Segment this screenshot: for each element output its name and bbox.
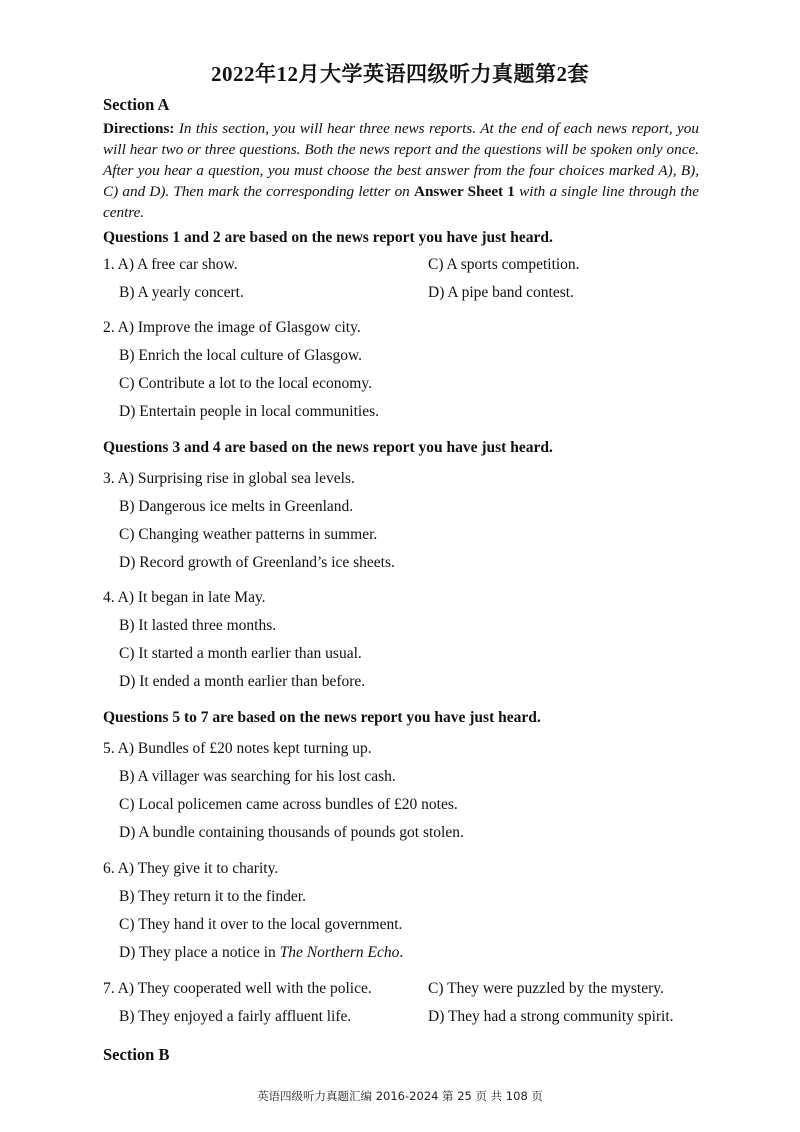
q7-option-b: B) They enjoyed a fairly affluent life. — [119, 1008, 352, 1025]
q2-option-d: D) Entertain people in local communities. — [119, 403, 379, 420]
directions-text-2: with a single line through the centre. — [103, 183, 699, 221]
q4-option-d: D) It ended a month earlier than before. — [119, 673, 366, 690]
q3-option-d: D) Record growth of Greenland’s ice sheets. — [119, 554, 395, 571]
q6-option-d-suffix: . — [399, 944, 404, 961]
q2-option-c: C) Contribute a lot to the local economy. — [119, 375, 372, 392]
q3-option-a: 3. A) Surprising rise in global sea levels. — [103, 470, 355, 487]
directions-label: Directions: — [103, 120, 175, 137]
section-a-heading: Section A — [103, 95, 170, 114]
group-2-heading: Questions 3 and 4 are based on the news report you have just heard. — [103, 439, 553, 456]
page-footer: 英语四级听力真题汇编 2016-2024 第 25 页 共 108 页 — [257, 1089, 543, 1103]
q5-option-d: D) A bundle containing thousands of pounds got stolen. — [119, 824, 464, 841]
q6-option-c: C) They hand it over to the local government. — [119, 916, 403, 933]
q1-option-d: D) A pipe band contest. — [428, 284, 574, 301]
q7-option-c: C) They were puzzled by the mystery. — [428, 980, 664, 997]
q6-option-d-title: The Northern Echo — [279, 944, 400, 961]
q1-option-c: C) A sports competition. — [428, 256, 580, 273]
q6-option-b: B) They return it to the finder. — [119, 888, 306, 905]
q4-option-c: C) It started a month earlier than usual. — [119, 645, 362, 662]
section-b-heading: Section B — [103, 1045, 170, 1064]
q3-option-b: B) Dangerous ice melts in Greenland. — [119, 498, 354, 515]
q7-option-a: 7. A) They cooperated well with the police. — [103, 980, 372, 997]
q1-option-a: 1. A) A free car show. — [103, 256, 238, 273]
q5-option-b: B) A villager was searching for his lost cash. — [119, 768, 396, 785]
directions-paragraph — [103, 118, 699, 223]
q4-option-b: B) It lasted three months. — [119, 617, 277, 634]
q6-option-d-prefix: D) They place a notice in — [119, 944, 280, 961]
group-3-heading: Questions 5 to 7 are based on the news report you have just heard. — [103, 709, 541, 726]
q5-option-a: 5. A) Bundles of £20 notes kept turning up. — [103, 740, 372, 757]
group-1-heading: Questions 1 and 2 are based on the news report you have just heard. — [103, 229, 553, 246]
q4-option-a: 4. A) It began in late May. — [103, 589, 266, 606]
q6-option-a: 6. A) They give it to charity. — [103, 860, 279, 877]
q6-option-d — [119, 944, 403, 962]
q7-option-d: D) They had a strong community spirit. — [428, 1008, 674, 1025]
answer-sheet-label: Answer Sheet 1 — [413, 183, 515, 200]
q2-option-b: B) Enrich the local culture of Glasgow. — [119, 347, 363, 364]
page-title: 2022年12月大学英语四级听力真题第2套 — [211, 62, 589, 86]
q2-option-a: 2. A) Improve the image of Glasgow city. — [103, 319, 361, 336]
q1-option-b: B) A yearly concert. — [119, 284, 244, 301]
q5-option-c: C) Local policemen came across bundles of £20 notes. — [119, 796, 458, 813]
directions-text-1: In this section, you will hear three news reports. At the end of each news report, you will hear two or three questions. Both the news report and the questions will be spoken only once. After you hear a question, you must choose the best answer from the four choices marked A), B), C) and D). Then mark the corresponding letter on — [103, 120, 699, 200]
q3-option-c: C) Changing weather patterns in summer. — [119, 526, 378, 543]
